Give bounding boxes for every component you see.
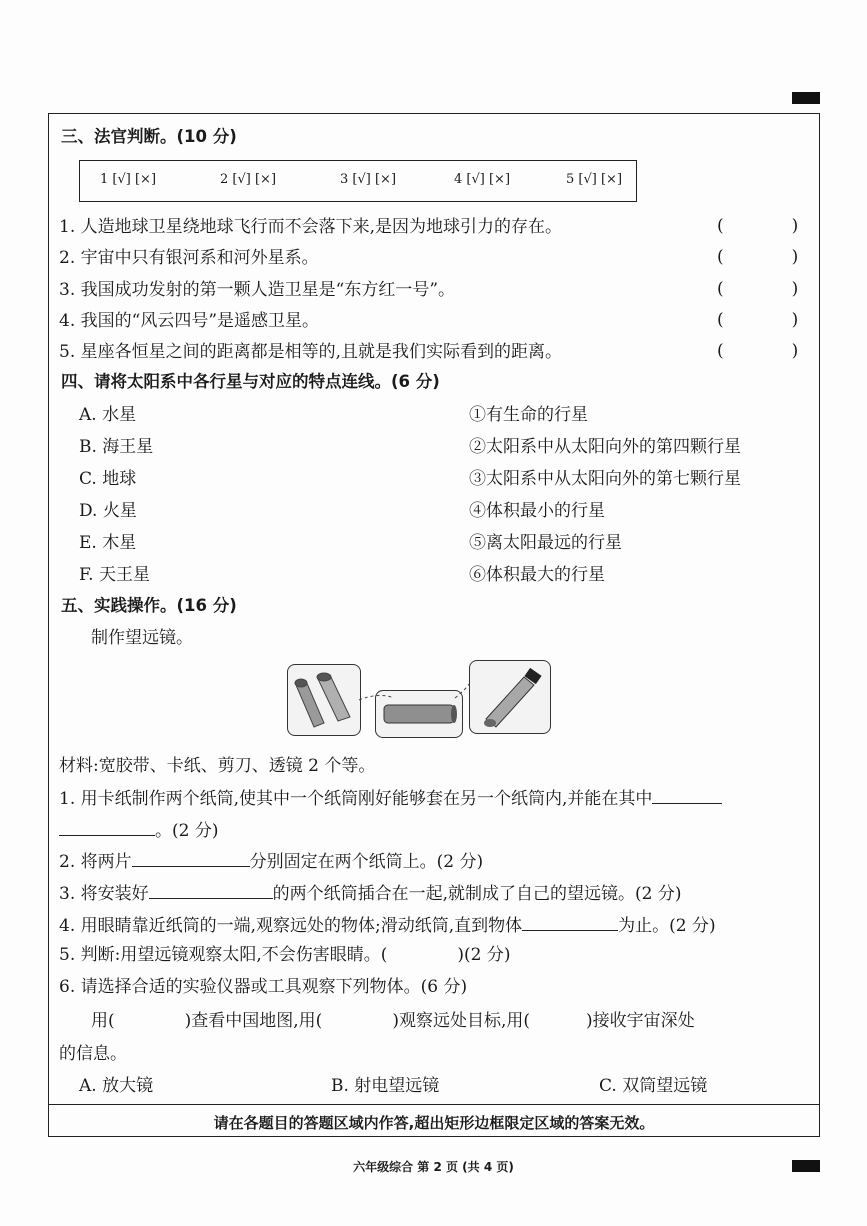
judge-item-2: 2. 宇宙中只有银河系和河外星系。 [59, 248, 319, 268]
answer-option-3[interactable]: 3 [√] [×] [340, 172, 397, 187]
feature-3[interactable]: ③太阳系中从太阳向外的第七颗行星 [469, 469, 741, 489]
question-6-line1: 用( )查看中国地图,用( )观察远处目标,用( )接收宇宙深处 [91, 1011, 695, 1031]
planet-a[interactable]: A. 水星 [79, 405, 137, 425]
rolled-tube-image [375, 690, 463, 738]
planet-e[interactable]: E. 木星 [79, 533, 137, 553]
question-5: 5. 判断:用望远镜观察太阳,不会伤害眼睛。( )(2 分) [59, 945, 511, 965]
answer-option-5[interactable]: 5 [√] [×] [566, 172, 623, 187]
answer-paren-3[interactable]: ( ) [717, 279, 799, 299]
planet-b[interactable]: B. 海王星 [79, 437, 154, 457]
finished-telescope-image [469, 660, 551, 734]
planet-f[interactable]: F. 天王星 [79, 565, 150, 585]
blank-q1b[interactable] [59, 818, 155, 836]
option-c: C. 双筒望远镜 [599, 1076, 708, 1096]
footer-divider [49, 1104, 819, 1105]
question-2: 2. 将两片 分别固定在两个纸筒上。(2 分) [59, 849, 483, 873]
alignment-marker-top [792, 92, 820, 104]
section4-heading: 四、请将太阳系中各行星与对应的特点连线。(6 分) [61, 372, 440, 391]
blank-q4[interactable] [522, 913, 618, 931]
planet-d[interactable]: D. 火星 [79, 501, 137, 521]
page-number: 六年级综合 第 2 页 (共 4 页) [353, 1160, 514, 1174]
blank-q1a[interactable] [652, 786, 722, 804]
paper-rolls-image [287, 664, 361, 736]
materials-text: 材料:宽胶带、卡纸、剪刀、透镜 2 个等。 [59, 756, 376, 776]
answer-paren-2[interactable]: ( ) [717, 247, 799, 267]
question-3: 3. 将安装好 的两个纸筒插合在一起,就制成了自己的望远镜。(2 分) [59, 881, 682, 905]
telescope-task: 制作望远镜。 [91, 628, 193, 648]
judge-item-4: 4. 我国的“风云四号”是遥感卫星。 [59, 311, 320, 331]
answer-option-1[interactable]: 1 [√] [×] [100, 172, 157, 187]
answer-paren-5[interactable]: ( ) [717, 341, 799, 361]
feature-1[interactable]: ①有生命的行星 [469, 405, 588, 425]
question-4: 4. 用眼睛靠近纸筒的一端,观察远处的物体;滑动纸筒,直到物体 为止。(2 分) [59, 913, 716, 937]
option-b: B. 射电望远镜 [331, 1076, 440, 1096]
feature-5[interactable]: ⑤离太阳最远的行星 [469, 533, 622, 553]
answer-option-2[interactable]: 2 [√] [×] [220, 172, 277, 187]
question-1-line1: 1. 用卡纸制作两个纸筒,使其中一个纸筒刚好能够套在另一个纸筒内,并能在其中 [59, 786, 722, 810]
section3-heading: 三、法官判断。(10 分) [61, 127, 237, 146]
blank-q3[interactable] [149, 881, 273, 899]
question-6: 6. 请选择合适的实验仪器或工具观察下列物体。(6 分) [59, 977, 468, 997]
answer-paren-4[interactable]: ( ) [717, 310, 799, 330]
question-1-line2: 。(2 分) [59, 818, 218, 842]
feature-2[interactable]: ②太阳系中从太阳向外的第四颗行星 [469, 437, 741, 457]
footer-note: 请在各题目的答题区域内作答,超出矩形边框限定区域的答案无效。 [213, 1114, 655, 1132]
answer-fill-box [79, 160, 637, 202]
blank-q2[interactable] [132, 849, 250, 867]
option-a: A. 放大镜 [79, 1076, 154, 1096]
planet-c[interactable]: C. 地球 [79, 469, 137, 489]
feature-6[interactable]: ⑥体积最大的行星 [469, 565, 605, 585]
answer-frame [48, 113, 820, 1137]
feature-4[interactable]: ④体积最小的行星 [469, 501, 605, 521]
judge-item-5: 5. 星座各恒星之间的距离都是相等的,且就是我们实际看到的距离。 [59, 342, 563, 362]
answer-paren-1[interactable]: ( ) [717, 216, 799, 236]
answer-option-4[interactable]: 4 [√] [×] [454, 172, 511, 187]
judge-item-3: 3. 我国成功发射的第一颗人造卫星是“东方红一号”。 [59, 280, 456, 300]
judge-item-1: 1. 人造地球卫星绕地球飞行而不会落下来,是因为地球引力的存在。 [59, 217, 563, 237]
question-6-line2: 的信息。 [59, 1044, 127, 1064]
section5-heading: 五、实践操作。(16 分) [61, 596, 237, 615]
